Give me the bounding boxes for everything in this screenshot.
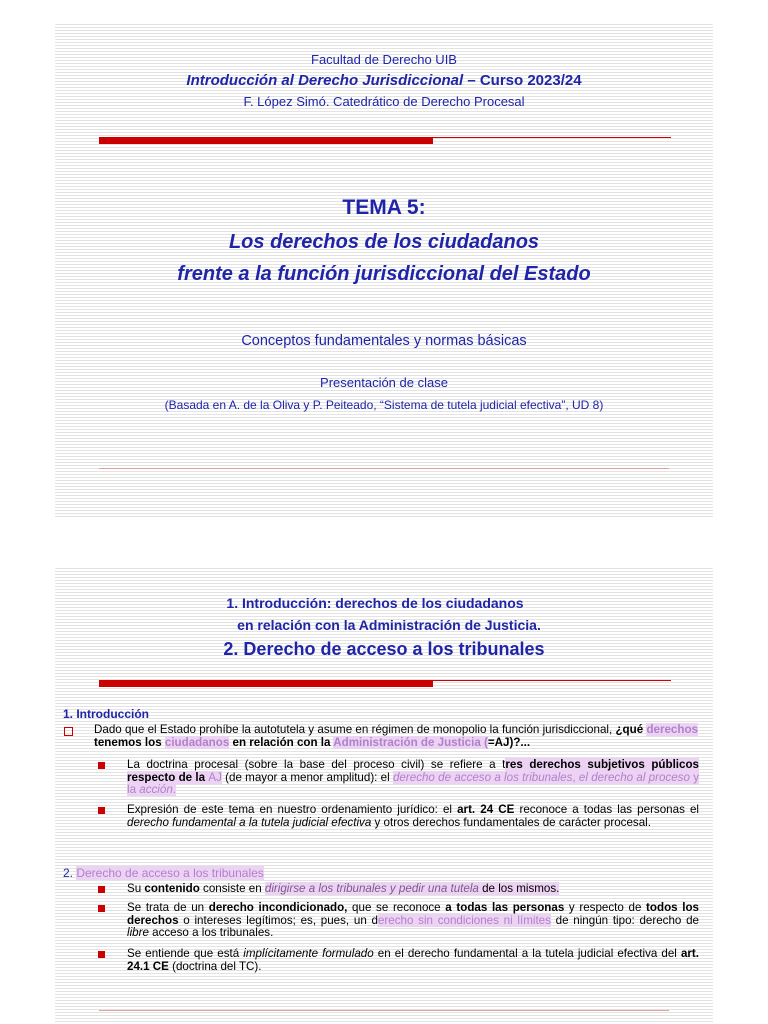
course-name: Introducción al Derecho Jurisdiccional — [186, 72, 464, 89]
based-on-note: (Basada en A. de la Oliva y P. Peiteado, “Sistema de tutela judicial efectiva”, UD 8) — [164, 398, 604, 412]
red-square-bullet-icon — [98, 886, 105, 893]
section-introduccion-title: 1. Introducción — [63, 707, 150, 721]
author-line: F. López Simó. Catedrático de Derecho Procesal — [243, 94, 525, 109]
heading-line-3: 2. Derecho de acceso a los tribunales — [223, 639, 545, 659]
content-slide — [55, 566, 713, 1024]
red-square-bullet-icon — [98, 807, 105, 814]
incondicionado-bullet: Se trata de un derecho incondicionado, que se reconoce a todas las personas y respecto de todos los derechos o intereses legítimos; es, pues, un derecho sin condiciones ni límites de ningún tipo: derecho de libre acceso a los tribunales. — [127, 901, 700, 940]
heading-line-2: en relación con la Administración de Justicia. — [237, 617, 541, 633]
red-square-bullet-icon — [98, 762, 105, 769]
intro-paragraph: Dado que el Estado prohíbe la autotutela y asume en régimen de monopolio la función jurisdiccional, ¿qué derechos tenemos los ciudadanos en relación con la Administración de Justicia (=AJ)?... — [94, 723, 698, 749]
course-year: – Curso 2023/24 — [463, 72, 582, 89]
tema-number: TEMA 5: — [342, 196, 426, 219]
red-square-bullet-icon — [98, 905, 105, 912]
red-divider-thick — [99, 137, 433, 144]
hollow-square-bullet-icon — [64, 727, 73, 736]
subtitle: Conceptos fundamentales y normas básicas — [241, 333, 527, 349]
red-divider-thin — [433, 137, 671, 138]
bottom-divider — [99, 468, 669, 469]
title-slide — [55, 22, 713, 519]
red-divider-thick — [99, 680, 433, 687]
faculty-line: Facultad de Derecho UIB — [311, 52, 457, 67]
art24-bullet: Expresión de este tema en nuestro ordenamiento jurídico: el art. 24 CE reconoce a todas las personas el derecho fundamental a la tutela judicial efectiva y otros derechos fundamentales de carácter procesal. — [127, 803, 699, 829]
title-line-2: frente a la función jurisdiccional del Estado — [177, 263, 591, 285]
contenido-bullet: Su contenido consiste en dirigirse a los tribunales y pedir una tutela de los mismos. — [127, 882, 560, 895]
course-line — [55, 72, 713, 89]
doctrine-bullet: La doctrina procesal (sobre la base del proceso civil) se refiere a tres derechos subjetivos públicos respecto de la AJ (de mayor a menor amplitud): el derecho de acceso a los tribunales, el derecho al proceso y la acción. — [127, 758, 699, 797]
red-divider-thin — [433, 680, 671, 681]
section-acceso-title: 2. Derecho de acceso a los tribunales — [63, 866, 264, 880]
presentation-label: Presentación de clase — [320, 375, 448, 390]
title-line-1: Los derechos de los ciudadanos — [228, 231, 540, 253]
red-square-bullet-icon — [98, 951, 105, 958]
bottom-divider — [99, 1010, 669, 1011]
implicito-bullet: Se entiende que está implícitamente formulado en el derecho fundamental a la tutela judicial efectiva del art. 24.1 CE (doctrina del TC). — [127, 947, 699, 973]
heading-line-1: 1. Introducción: derechos de los ciudadanos — [226, 595, 524, 611]
